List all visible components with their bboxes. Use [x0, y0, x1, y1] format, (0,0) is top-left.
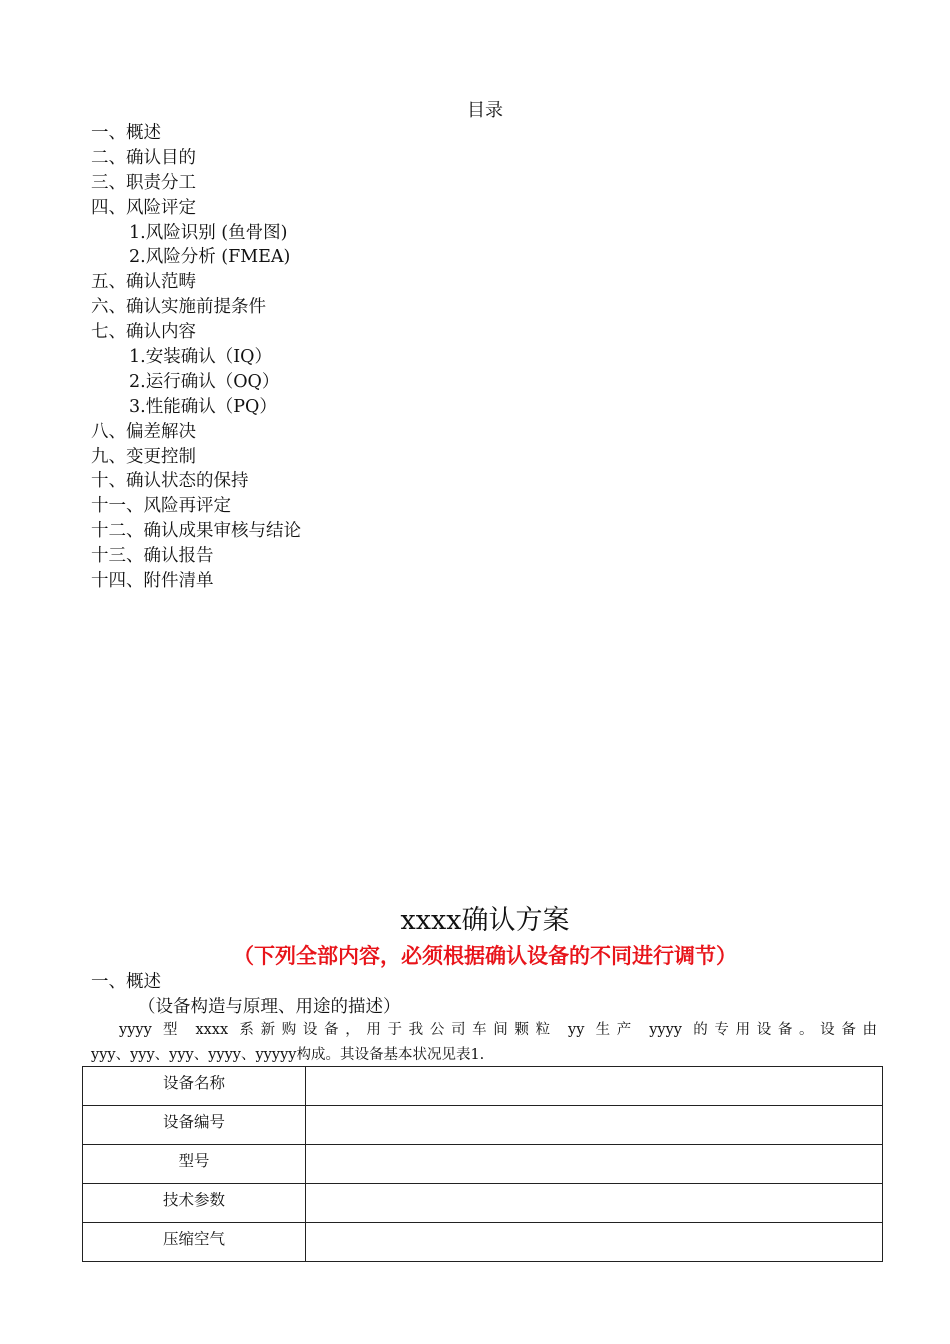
toc-item: 七、确认内容	[91, 322, 196, 343]
row-label: 设备名称	[83, 1067, 306, 1106]
toc-item: 一、概述	[91, 123, 161, 143]
row-label: 设备编号	[83, 1106, 306, 1145]
toc-item: 四、风险评定	[91, 197, 196, 218]
toc-item: 十三、确认报告	[91, 546, 214, 567]
paragraph-line: yyy、yyy、yyy、yyyy、yyyyy构成。其设备基本状况见表1.	[91, 1047, 485, 1063]
toc-item: 十一、风险再评定	[91, 496, 231, 517]
row-label: 压缩空气	[83, 1223, 306, 1262]
toc-item: 六、确认实施前提条件	[91, 297, 266, 318]
section-heading: 一、概述	[91, 972, 161, 992]
equipment-info-table	[82, 1066, 883, 1262]
table-row	[83, 1106, 883, 1145]
row-value-cell	[306, 1223, 883, 1262]
paragraph-line: yyyy 型 xxxx 系新购设备，用于我公司车间颗粒 yy 生产 yyyy 的专用设备。设备由	[119, 1022, 877, 1038]
document-title: xxxx确认方案	[400, 905, 570, 936]
toc-subitem: 2.运行确认（OQ）	[129, 371, 280, 392]
row-value-cell	[306, 1067, 883, 1106]
toc-item: 二、确认目的	[91, 147, 196, 168]
row-value-cell	[306, 1145, 883, 1184]
toc-item: 十四、附件清单	[91, 571, 214, 592]
toc-subitem: 1.安装确认（IQ）	[129, 347, 272, 368]
toc-item: 十、确认状态的保持	[91, 471, 249, 492]
table-of-contents	[91, 121, 301, 594]
toc-title: 目录	[467, 100, 503, 121]
toc-subitem: 2.风险分析 (FMEA)	[129, 247, 291, 268]
adjustment-note: （下列全部内容，必须根据确认设备的不同进行调节）	[233, 944, 737, 968]
toc-item: 十二、确认成果审核与结论	[91, 521, 301, 542]
table-row	[83, 1145, 883, 1184]
row-value-cell	[306, 1106, 883, 1145]
table-row	[83, 1067, 883, 1106]
toc-subitem: 1.风险识别 (鱼骨图)	[129, 222, 288, 243]
overview-paragraph	[91, 1018, 877, 1068]
row-label: 型号	[83, 1145, 306, 1184]
toc-item: 五、确认范畴	[91, 272, 196, 293]
toc-item: 八、偏差解决	[91, 421, 196, 442]
toc-item: 九、变更控制	[91, 446, 196, 467]
row-value-cell	[306, 1184, 883, 1223]
table-row	[83, 1184, 883, 1223]
toc-item: 三、职责分工	[91, 172, 196, 193]
table-row	[83, 1223, 883, 1262]
row-label: 技术参数	[83, 1184, 306, 1223]
section-subheading: （设备构造与原理、用途的描述）	[138, 997, 401, 1017]
toc-subitem: 3.性能确认（PQ）	[129, 396, 277, 417]
